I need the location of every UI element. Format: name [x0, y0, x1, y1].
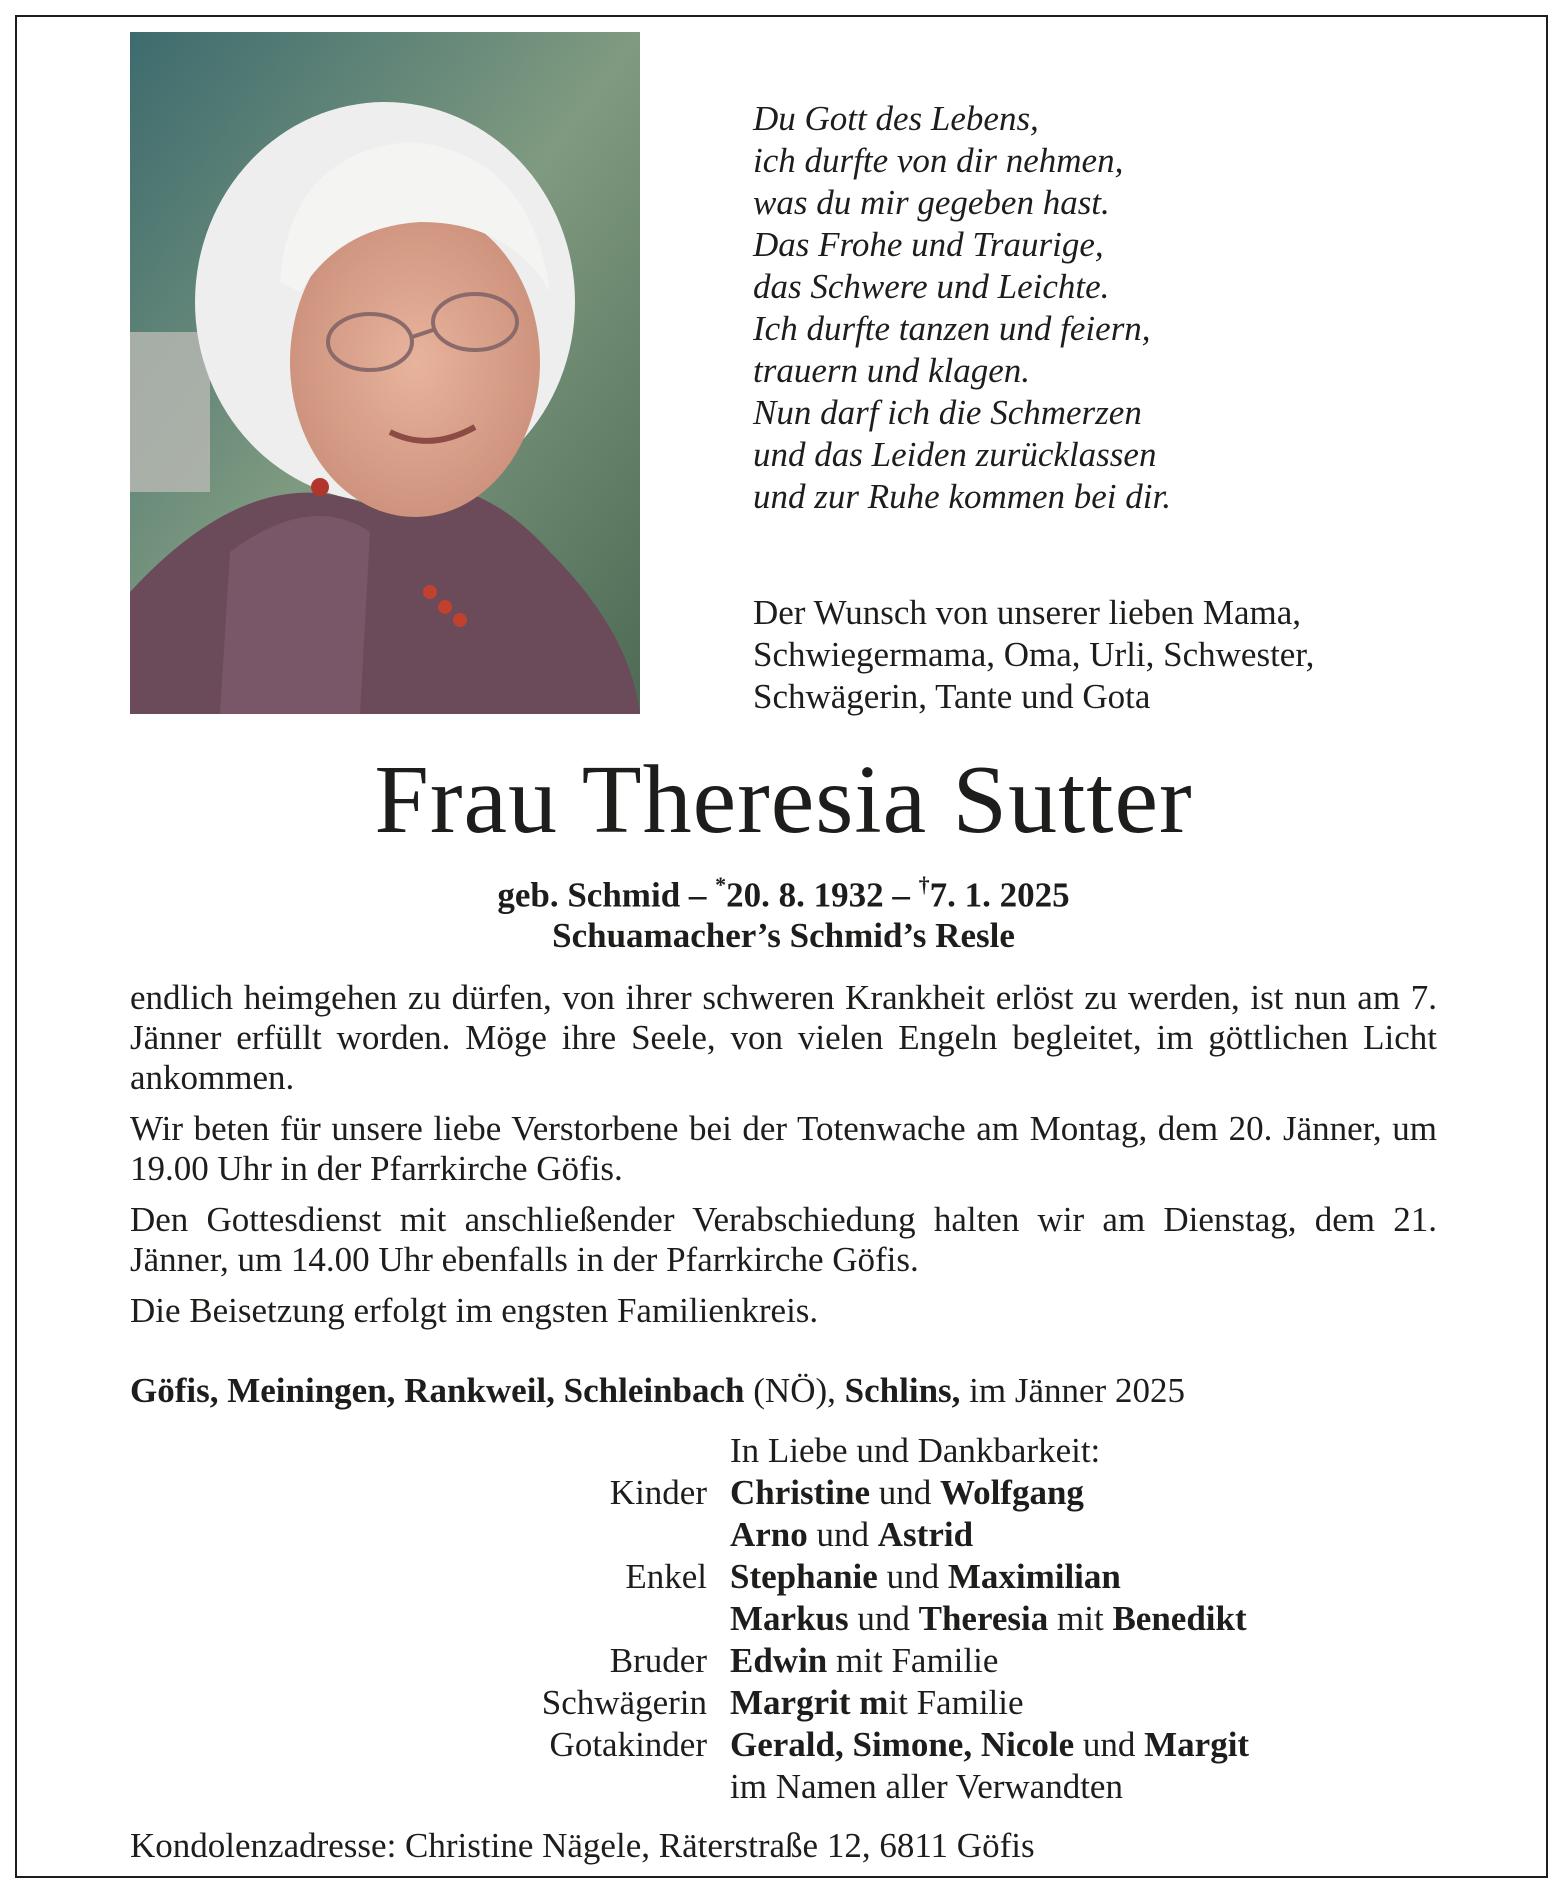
death-date: 7. 1. 2025 [929, 875, 1070, 915]
family-row [130, 1766, 1437, 1808]
family-row [130, 1598, 1437, 1640]
family-names: Stephanie und Maximilian [730, 1557, 1121, 1596]
relation-label: Gotakinder [549, 1725, 707, 1764]
family-names: Markus und Theresia mit Benedikt [730, 1599, 1247, 1638]
family-names: Margrit mit Familie [730, 1683, 1024, 1722]
family-heading: In Liebe und Dankbarkeit: [730, 1431, 1101, 1470]
family-row [130, 1556, 1437, 1598]
dash: – [892, 875, 910, 915]
dash: – [688, 875, 707, 915]
poem-line: trauern und klagen. [753, 351, 1031, 390]
places-region: (NÖ), [744, 1371, 845, 1410]
family-names: Arno und Astrid [730, 1515, 974, 1554]
condolence-address: Kondolenzadresse: Christine Nägele, Räterstraße 12, 6811 Göfis [130, 1826, 1035, 1865]
nickname: Schuamacher’s Schmid’s Resle [552, 916, 1015, 955]
relation-label [130, 1766, 730, 1808]
family-row [130, 1682, 1437, 1724]
body-paragraph: Die Beisetzung erfolgt im engsten Familienkreis. [130, 1291, 819, 1330]
family-row [130, 1724, 1437, 1766]
family-list [130, 1430, 1437, 1808]
family-row [130, 1472, 1437, 1514]
portrait-photo [130, 32, 640, 714]
intro-line: Der Wunsch von unserer lieben Mama, [753, 593, 1302, 632]
intro-line: Schwiegermama, Oma, Urli, Schwester, [753, 635, 1315, 674]
family-heading-row [130, 1430, 1437, 1472]
intro-text [753, 592, 1443, 718]
relation-label: Bruder [609, 1641, 707, 1680]
birth-name: geb. Schmid [497, 875, 681, 915]
body-paragraph: Den Gottesdienst mit anschließender Verabschiedung halten wir am Dienstag, dem 21. Jänner, um 14.00 Uhr ebenfalls in der Pfarrkirche Göfis. [130, 1200, 1437, 1279]
relation-label [130, 1514, 730, 1556]
places-bold-2: Schlins, [844, 1371, 961, 1410]
relation-label: Schwägerin [541, 1683, 707, 1722]
places-bold: Göfis, Meiningen, Rankweil, Schleinbach [130, 1371, 745, 1410]
poem-line: was du mir gegeben hast. [753, 183, 1110, 222]
family-row [130, 1640, 1437, 1682]
poem-line: ich durfte von dir nehmen, [753, 141, 1124, 180]
family-names: Gerald, Simone, Nicole und Margit [730, 1725, 1250, 1764]
poem-line: das Schwere und Leichte. [753, 267, 1110, 306]
family-names: Christine und Wolfgang [730, 1473, 1084, 1512]
poem-line: und zur Ruhe kommen bei dir. [753, 477, 1172, 516]
poem-line: Ich durfte tanzen und feiern, [753, 309, 1151, 348]
body-paragraph: Wir beten für unsere liebe Verstorbene bei der Totenwache am Montag, dem 20. Jänner, um 19.00 Uhr in der Pfarrkirche Göfis. [130, 1109, 1437, 1188]
family-names: im Namen aller Verwandten [730, 1767, 1123, 1806]
death-symbol: † [918, 872, 930, 897]
body-paragraph: endlich heimgehen zu dürfen, von ihrer schweren Krankheit erlöst zu werden, ist nun am 7. Jänner erfüllt worden. Möge ihre Seele, von vielen Engeln begleitet, im göttlichen Licht ankommen. [130, 978, 1437, 1097]
poem [753, 98, 1453, 518]
family-row [130, 1514, 1437, 1556]
body-text [130, 978, 1437, 1342]
poem-line: und das Leiden zurücklassen [753, 435, 1157, 474]
birth-date: 20. 8. 1932 [726, 875, 884, 915]
birth-symbol: * [715, 872, 727, 897]
family-names: Edwin mit Familie [730, 1641, 999, 1680]
intro-line: Schwägerin, Tante und Gota [753, 677, 1151, 716]
relation-label: Enkel [625, 1557, 707, 1596]
deceased-name: Frau Theresia Sutter [374, 746, 1193, 854]
relation-label [130, 1598, 730, 1640]
places-line [130, 1370, 1437, 1412]
poem-line: Du Gott des Lebens, [753, 99, 1039, 138]
life-dates [0, 866, 1567, 917]
poem-line: Nun darf ich die Schmerzen [753, 393, 1142, 432]
places-date: im Jänner 2025 [960, 1371, 1185, 1410]
poem-line: Das Frohe und Traurige, [753, 225, 1104, 264]
relation-label: Kinder [609, 1473, 707, 1512]
